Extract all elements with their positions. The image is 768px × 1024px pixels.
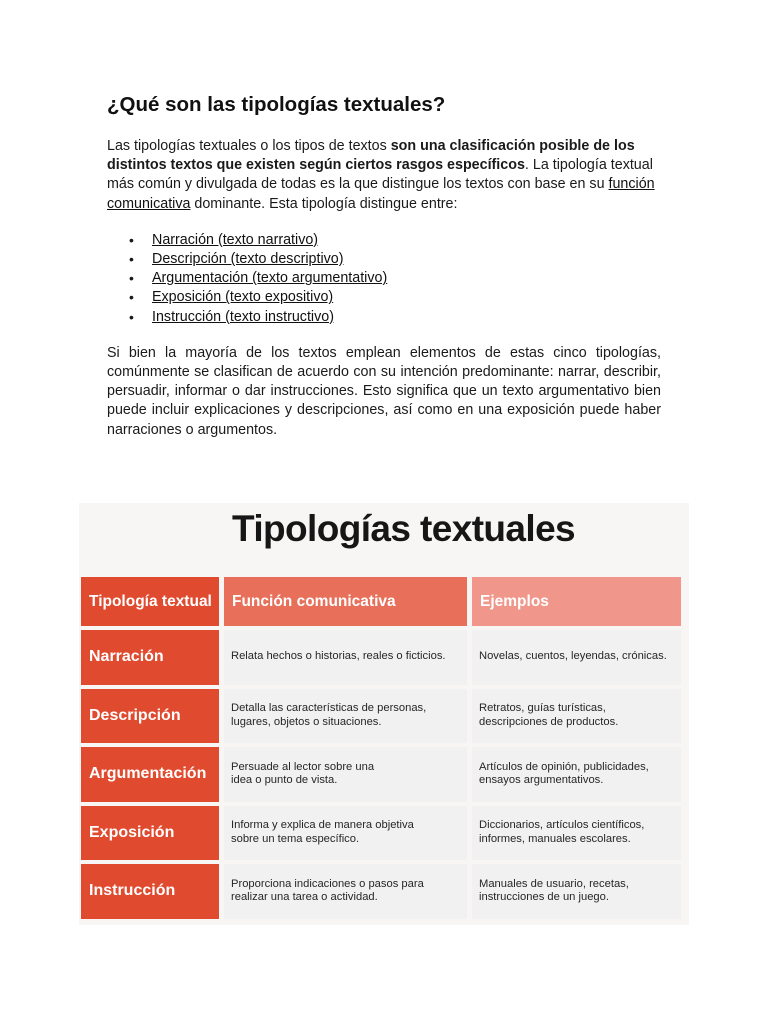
- ejemplos-text: informes, manuales escolares.: [479, 832, 631, 845]
- funcion-cell: [224, 630, 467, 685]
- ejemplos-cell: [472, 806, 681, 861]
- ejemplos-text: Novelas, cuentos, leyendas, crónicas.: [479, 650, 667, 663]
- typology-link[interactable]: Narración (texto narrativo): [152, 231, 319, 248]
- funcion-cell: [224, 747, 467, 802]
- funcion-cell: [224, 864, 467, 919]
- ejemplos-cell: [472, 630, 681, 685]
- funcion-text: lugares, objetos o situaciones.: [231, 715, 382, 728]
- typology-list: [107, 231, 661, 327]
- list-item-descripcion: [107, 250, 661, 269]
- ejemplos-text: Artículos de opinión, publicidades,: [479, 760, 649, 773]
- list-item-argumentacion: [107, 269, 661, 288]
- header-ejemplos: Ejemplos: [472, 577, 681, 626]
- list-item-instruccion: [107, 308, 661, 327]
- row-label-argumentacion: Argumentación: [81, 747, 219, 802]
- ejemplos-text: ensayos argumentativos.: [479, 774, 604, 787]
- bullet-icon: •: [129, 270, 134, 287]
- intro-paragraph: [107, 137, 661, 214]
- funcion-text: Relata hechos o historias, reales o ficticios.: [231, 650, 446, 663]
- intro-bold-text: son una clasificación posible de los distintos textos que existen según ciertos rasgos específicos: [107, 138, 635, 174]
- article: [107, 92, 661, 440]
- bullet-icon: •: [129, 231, 134, 248]
- funcion-text: Proporciona indicaciones o pasos para: [231, 877, 424, 890]
- header-funcion: Función comunicativa: [224, 577, 467, 626]
- row-label-instruccion: Instrucción: [81, 864, 219, 919]
- funcion-text: realizar una tarea o actividad.: [231, 891, 378, 904]
- funcion-text: idea o punto de vista.: [231, 774, 338, 787]
- infographic-title: Tipologías textuales: [232, 508, 576, 549]
- typology-link[interactable]: Descripción (texto descriptivo): [152, 251, 344, 268]
- funcion-text: Informa y explica de manera objetiva: [231, 819, 414, 832]
- list-item-narracion: [107, 231, 661, 250]
- ejemplos-text: Diccionarios, artículos científicos,: [479, 819, 645, 832]
- ejemplos-text: Retratos, guías turísticas,: [479, 702, 606, 715]
- header-tipologia: Tipología textual: [81, 577, 219, 626]
- typology-infographic: [79, 503, 689, 925]
- bullet-icon: •: [129, 308, 134, 325]
- bullet-icon: •: [129, 251, 134, 268]
- ejemplos-cell: [472, 864, 681, 919]
- intro-text: dominante. Esta tipología distingue entre:: [190, 195, 458, 212]
- typology-link[interactable]: Exposición (texto expositivo): [152, 289, 334, 306]
- funcion-text: sobre un tema específico.: [231, 832, 360, 845]
- ejemplos-cell: [472, 689, 681, 744]
- row-label-exposicion: Exposición: [81, 806, 219, 861]
- row-label-descripcion: Descripción: [81, 689, 219, 744]
- row-label-narracion: Narración: [81, 630, 219, 685]
- typology-link[interactable]: Instrucción (texto instructivo): [152, 308, 334, 325]
- ejemplos-text: descripciones de productos.: [479, 715, 619, 728]
- funcion-cell: [224, 806, 467, 861]
- page-heading: ¿Qué son las tipologías textuales?: [107, 93, 446, 116]
- funcion-cell: [224, 689, 467, 744]
- funcion-text: Persuade al lector sobre una: [231, 760, 375, 773]
- typology-link[interactable]: Argumentación (texto argumentativo): [152, 270, 388, 287]
- ejemplos-text: Manuales de usuario, recetas,: [479, 877, 629, 890]
- ejemplos-cell: [472, 747, 681, 802]
- funcion-text: Detalla las características de personas,: [231, 702, 427, 715]
- bullet-icon: •: [129, 289, 134, 306]
- funcion-comunicativa-link[interactable]: función comunicativa: [107, 176, 655, 212]
- list-item-exposicion: [107, 288, 661, 307]
- intro-text: . La tipología textual más común y divulgada de todas es la que distingue los textos con base en su: [107, 157, 653, 193]
- explanation-paragraph: Si bien la mayoría de los textos emplean elementos de estas cinco tipologías, comúnmente se clasifican de acuerdo con su intención predominante: narrar, describir, persuadir, informar o dar instrucciones. Esto significa que un texto argumentativo bien puede incluir explicaciones y descripciones, así como en una exposición puede haber narraciones o argumentos.: [107, 344, 661, 438]
- intro-text: Las tipologías textuales o los tipos de textos: [107, 138, 391, 154]
- typology-table: [81, 577, 681, 919]
- ejemplos-text: instrucciones de un juego.: [479, 891, 609, 904]
